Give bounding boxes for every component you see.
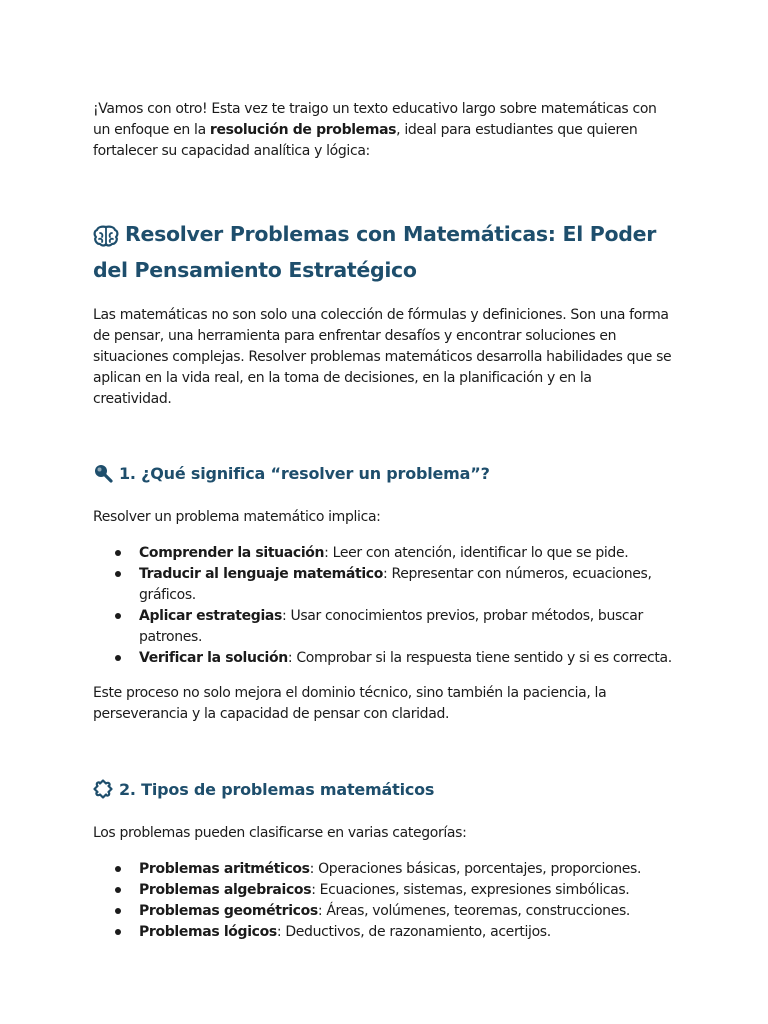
brain-icon <box>93 222 119 254</box>
bullet <box>115 908 121 914</box>
list-item <box>93 880 673 901</box>
list-item-term: Traducir al lenguaje matemático <box>139 566 384 582</box>
section2-list <box>93 859 673 943</box>
magnifying-glass-icon <box>93 463 113 490</box>
page-title <box>93 218 673 286</box>
list-item-term: Problemas aritméticos <box>139 861 310 877</box>
main-paragraph: Las matemáticas no son solo una colección de fórmulas y definiciones. Son una forma de pensar, una herramienta para enfrentar desafíos y encontrar soluciones en situaciones complejas. Resolver problemas matemáticos desarrolla habilidades que se aplican en la vida real, en la toma de decisiones, en la planificación y en la creatividad. <box>93 307 672 407</box>
bullet <box>115 613 121 619</box>
list-item-text: : Usar conocimientos previos, probar métodos, buscar patrones. <box>139 608 643 645</box>
bullet <box>115 866 121 872</box>
list-item-text: : Ecuaciones, sistemas, expresiones simbólicas. <box>311 882 630 898</box>
section2-lead: Los problemas pueden clasificarse en varias categorías: <box>93 825 467 841</box>
list-item <box>93 648 673 669</box>
bullet <box>115 655 121 661</box>
section-heading-2-text: 2. Tipos de problemas matemáticos <box>119 780 435 799</box>
intro-paragraph <box>93 99 673 162</box>
list-item-term: Problemas lógicos <box>139 924 277 940</box>
list-item <box>93 564 673 606</box>
list-item <box>93 543 673 564</box>
list-item-text: : Comprobar si la respuesta tiene sentido y si es correcta. <box>287 650 672 666</box>
puzzle-piece-icon <box>93 779 113 806</box>
section-heading-2 <box>93 778 673 806</box>
bullet <box>115 887 121 893</box>
list-item-term: Aplicar estrategias <box>139 608 282 624</box>
bullet <box>115 571 121 577</box>
list-item <box>93 859 673 880</box>
intro-bold: resolución de problemas <box>209 122 397 138</box>
list-item-term: Problemas geométricos <box>139 903 318 919</box>
section-heading-1-text: 1. ¿Qué significa “resolver un problema”? <box>119 464 490 483</box>
document-page <box>93 99 673 943</box>
intro-text-after: , ideal para estudiantes que quieren fortalecer su capacidad analítica y lógica: <box>93 122 638 159</box>
list-item <box>93 606 673 648</box>
intro-text-before: ¡Vamos con otro! Esta vez te traigo un texto educativo largo sobre matemáticas con un enfoque en la <box>93 101 657 138</box>
list-item-term: Verificar la solución <box>139 650 288 666</box>
section1-list <box>93 543 673 669</box>
list-item <box>93 922 673 943</box>
list-item-text: : Representar con números, ecuaciones, gráficos. <box>139 566 652 603</box>
list-item-text: : Leer con atención, identificar lo que se pide. <box>324 545 629 561</box>
list-item-text: : Operaciones básicas, porcentajes, proporciones. <box>309 861 642 877</box>
section1-lead: Resolver un problema matemático implica: <box>93 509 381 525</box>
bullet <box>115 550 121 556</box>
section1-closing: Este proceso no solo mejora el dominio técnico, sino también la paciencia, la perseverancia y la capacidad de pensar con claridad. <box>93 685 607 722</box>
list-item-term: Problemas algebraicos <box>139 882 312 898</box>
page-title-text: Resolver Problemas con Matemáticas: El Poder del Pensamiento Estratégico <box>93 222 657 282</box>
section-heading-1 <box>93 462 673 490</box>
list-item-text: : Deductivos, de razonamiento, acertijos. <box>276 924 551 940</box>
list-item-term: Comprender la situación <box>139 545 325 561</box>
list-item-text: : Áreas, volúmenes, teoremas, construcciones. <box>317 903 631 919</box>
list-item <box>93 901 673 922</box>
bullet <box>115 929 121 935</box>
